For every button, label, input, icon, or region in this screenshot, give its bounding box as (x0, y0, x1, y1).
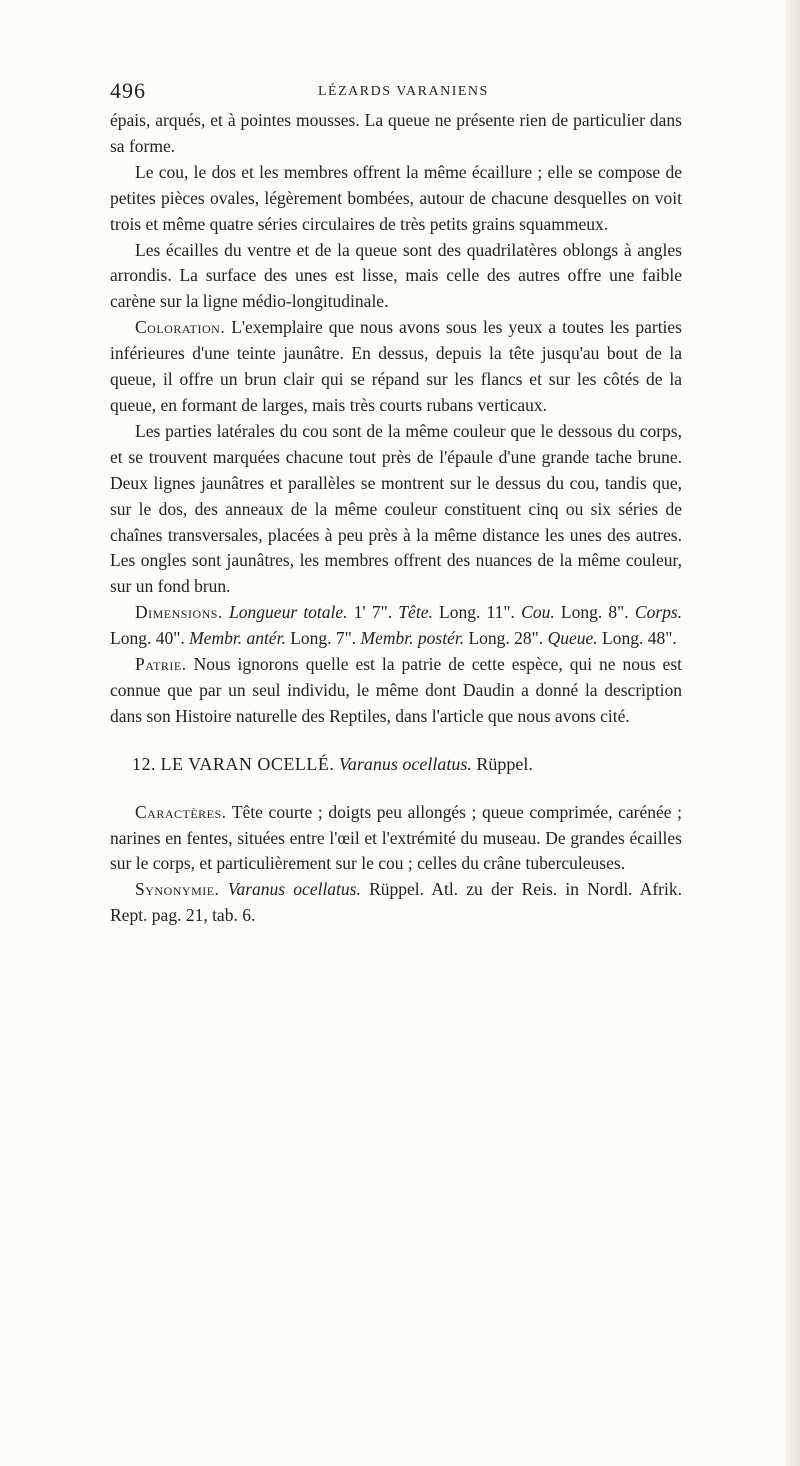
paragraph-coloration (110, 315, 682, 419)
section-author: Rüppel. (476, 753, 533, 774)
paragraph-continuation: épais, arqués, et à pointes mousses. La queue ne présente rien de particulier dans sa forme. (110, 110, 682, 156)
paragraph-scales-belly: Les écailles du ventre et de la queue sont des quadrilatères oblongs à angles arrondis. La surface des unes est lisse, mais celle des autres offre une faible carène sur la ligne médio-longitudinale. (110, 239, 682, 312)
page-number: 496 (110, 78, 146, 103)
dim-front-limb-label: Membr. antér. (189, 628, 286, 649)
caracteres-label: Caractères. (135, 801, 227, 822)
dim-front-limb-value: Long. 7". (290, 628, 357, 649)
section-title: LE VARAN OCELLÉ. (160, 753, 335, 774)
dim-neck-value: Long. 8". (560, 602, 629, 623)
paragraph-caracteres (110, 800, 682, 878)
dim-tail-label: Queue. (547, 628, 598, 649)
page-header (110, 78, 682, 108)
book-page (110, 78, 682, 929)
dim-head-value: Long. 11". (439, 602, 515, 623)
synonymie-label: Synonymie. (135, 879, 220, 900)
dim-body-value: Long. 40". (110, 628, 185, 649)
paragraph-scales-neck: Le cou, le dos et les membres offrent la même écaillure ; elle se compose de petites pièces ovales, légèrement bombées, autour de chacune desquelles on voit trois et même quatre séries circulaires de très petits grains squammeux. (110, 161, 682, 234)
dim-hind-limb-value: Long. 28". (468, 628, 544, 649)
paragraph-dimensions (110, 600, 682, 652)
coloration-text: L'exemplaire que nous avons sous les yeux a toutes les parties inférieures d'une teinte jaunâtre. En dessus, depuis la tête jusqu'au bout de la queue, il offre un brun clair qui se répand sur les flancs et sur les côtés de la queue, en formant de larges, mais très courts rubans verticaux. (110, 317, 682, 415)
paragraph-synonymie (110, 877, 682, 929)
paragraph-patrie (110, 652, 682, 730)
paragraph-lateral-parts: Les parties latérales du cou sont de la même couleur que le dessous du corps, et se trouvent marquées chacune tout près de l'épaule d'une grande tache brune. Deux lignes jaunâtres et parallèles se montrent sur le dessus du cou, tandis que, sur le dos, des anneaux de la même couleur constituent cinq ou six séries de chaînes transversales, placées à peu près à la même distance les unes des autres. Les ongles sont jaunâtres, les membres offrent des nuances de la même couleur, sur un fond brun. (110, 420, 682, 597)
dim-head-label: Tête. (398, 602, 433, 623)
dim-total-label: Longueur totale. (229, 602, 348, 623)
synonymie-text: Rüppel. Atl. zu der Reis. in Nordl. Afrik. Rept. pag. 21, tab. 6. (110, 879, 682, 926)
section-number: 12. (132, 753, 156, 774)
dim-neck-label: Cou. (521, 602, 555, 623)
caracteres-text: Tête courte ; doigts peu allongés ; queue comprimée, carénée ; narines en fentes, situées entre l'œil et l'extrémité du museau. De grandes écailles sur le corps, et particulièrement sur le cou ; celles du crâne tuberculeuses. (110, 801, 682, 874)
synonymie-latin-name: Varanus ocellatus. (227, 879, 361, 900)
dim-tail-value: Long. 48". (602, 628, 677, 649)
page-edge (786, 0, 800, 1466)
patrie-text: Nous ignorons quelle est la patrie de cette espèce, qui ne nous est connue que par un seul individu, le même dont Daudin a donné la description dans son Histoire naturelle des Reptiles, dans l'article que nous avons cité. (110, 654, 682, 726)
dim-hind-limb-label: Membr. postér. (360, 628, 465, 649)
dimensions-label: Dimensions. (135, 602, 223, 623)
patrie-label: Patrie. (135, 654, 187, 675)
coloration-label: Coloration. (135, 317, 226, 338)
dim-body-label: Corps. (634, 602, 683, 623)
dim-total-value: 1' 7". (353, 602, 393, 623)
section-latin-name: Varanus ocellatus. (338, 753, 472, 774)
running-head: LÉZARDS VARANIENS (318, 84, 489, 99)
section-heading (110, 752, 682, 778)
